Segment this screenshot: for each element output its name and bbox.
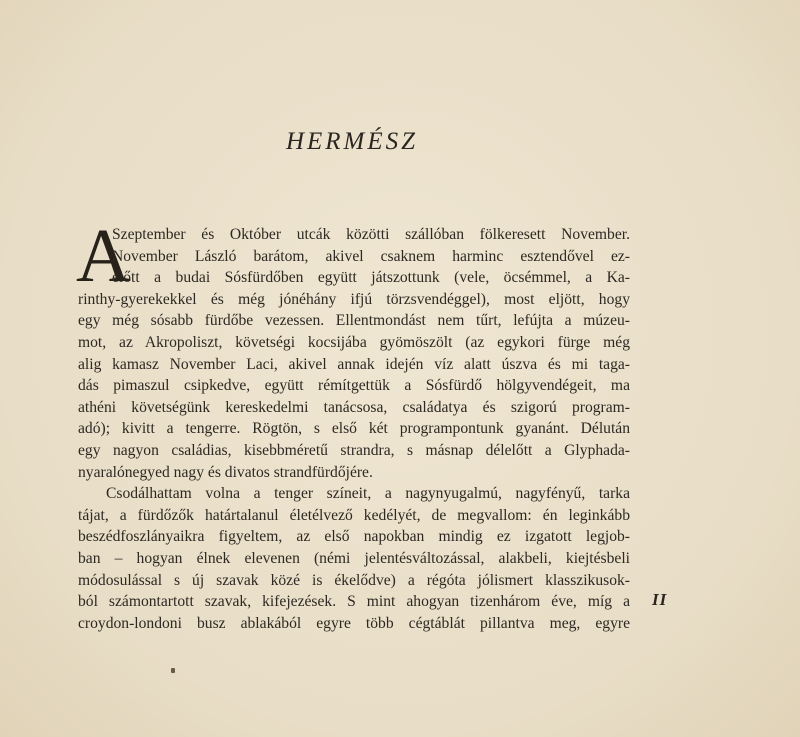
text-line: mot, az Akropoliszt, követségi kocsijába gyömöszölt (az egykori fürge még	[78, 333, 630, 351]
text-line: ban – hogyan élnek elevenen (némi jelentésváltozással, alakbeli, kiejtésbeli	[78, 549, 630, 567]
text-line: rinthy-gyerekekkel és még jónéhány ifjú törzsvendéggel), most eljött, hogy	[78, 290, 630, 308]
text-line: beszédfoszlányaikra figyeltem, az első napokban mindig ez izgatott legjob-	[78, 528, 630, 546]
text-line: alig kamasz November Laci, akivel annak idején víz alatt úszva és mi taga-	[78, 355, 630, 373]
text-line: Szeptember és Október utcák közötti szállóban fölkeresett November.	[112, 226, 630, 243]
text-line: módosulással s új szavak közé is ékelődve) a régóta jólismert klasszikusok-	[78, 571, 630, 589]
text-line: tájat, a fürdőzők határtalanul életélvező kedélyét, de megvallom: én leginkább	[78, 506, 630, 524]
text-line: November László barátom, akivel csaknem harminc esztendővel ez-	[112, 247, 630, 265]
text-line: nyaralónegyed nagy és divatos strandfürdőjére.	[78, 463, 373, 481]
page-number: II	[652, 590, 668, 609]
text-line: dás pimaszul csipkedve, együtt rémítgettük a Sósfürdő hölgyvendégeit, ma	[78, 377, 630, 395]
text-line: adó); kivitt a tengerre. Rögtön, s első két programpontunk gyanánt. Délután	[78, 420, 630, 438]
text-line: egy nagyon családias, kisebbméretű strandra, s másnap délelőtt a Glyphada-	[78, 441, 630, 459]
chapter-title: HERMÉSZ	[285, 128, 419, 155]
text-line: ból számontartott szavak, kifejezések. S mint ahogyan tizenhárom éve, míg a	[78, 593, 630, 611]
text-line: előtt a budai Sósfürdőben együtt játszottunk (vele, öcsémmel, a Ka-	[112, 269, 630, 287]
body-text	[76, 214, 630, 634]
text-line: croydon-londoni busz ablakából egyre több cégtáblát pillantva meg, egyre	[78, 614, 630, 632]
ink-mark	[171, 668, 175, 673]
drop-cap: A	[76, 214, 131, 298]
text-line: athéni követségünk kereskedelmi tanácsosa, családatya és szigorú program-	[78, 398, 630, 416]
text-line: Csodálhattam volna a tenger színeit, a nagynyugalmú, nagyfényű, tarka	[106, 485, 630, 503]
text-line: egy még sósabb fürdőbe vezessen. Ellentmondást nem tűrt, lefújta a múzeu-	[78, 312, 630, 330]
